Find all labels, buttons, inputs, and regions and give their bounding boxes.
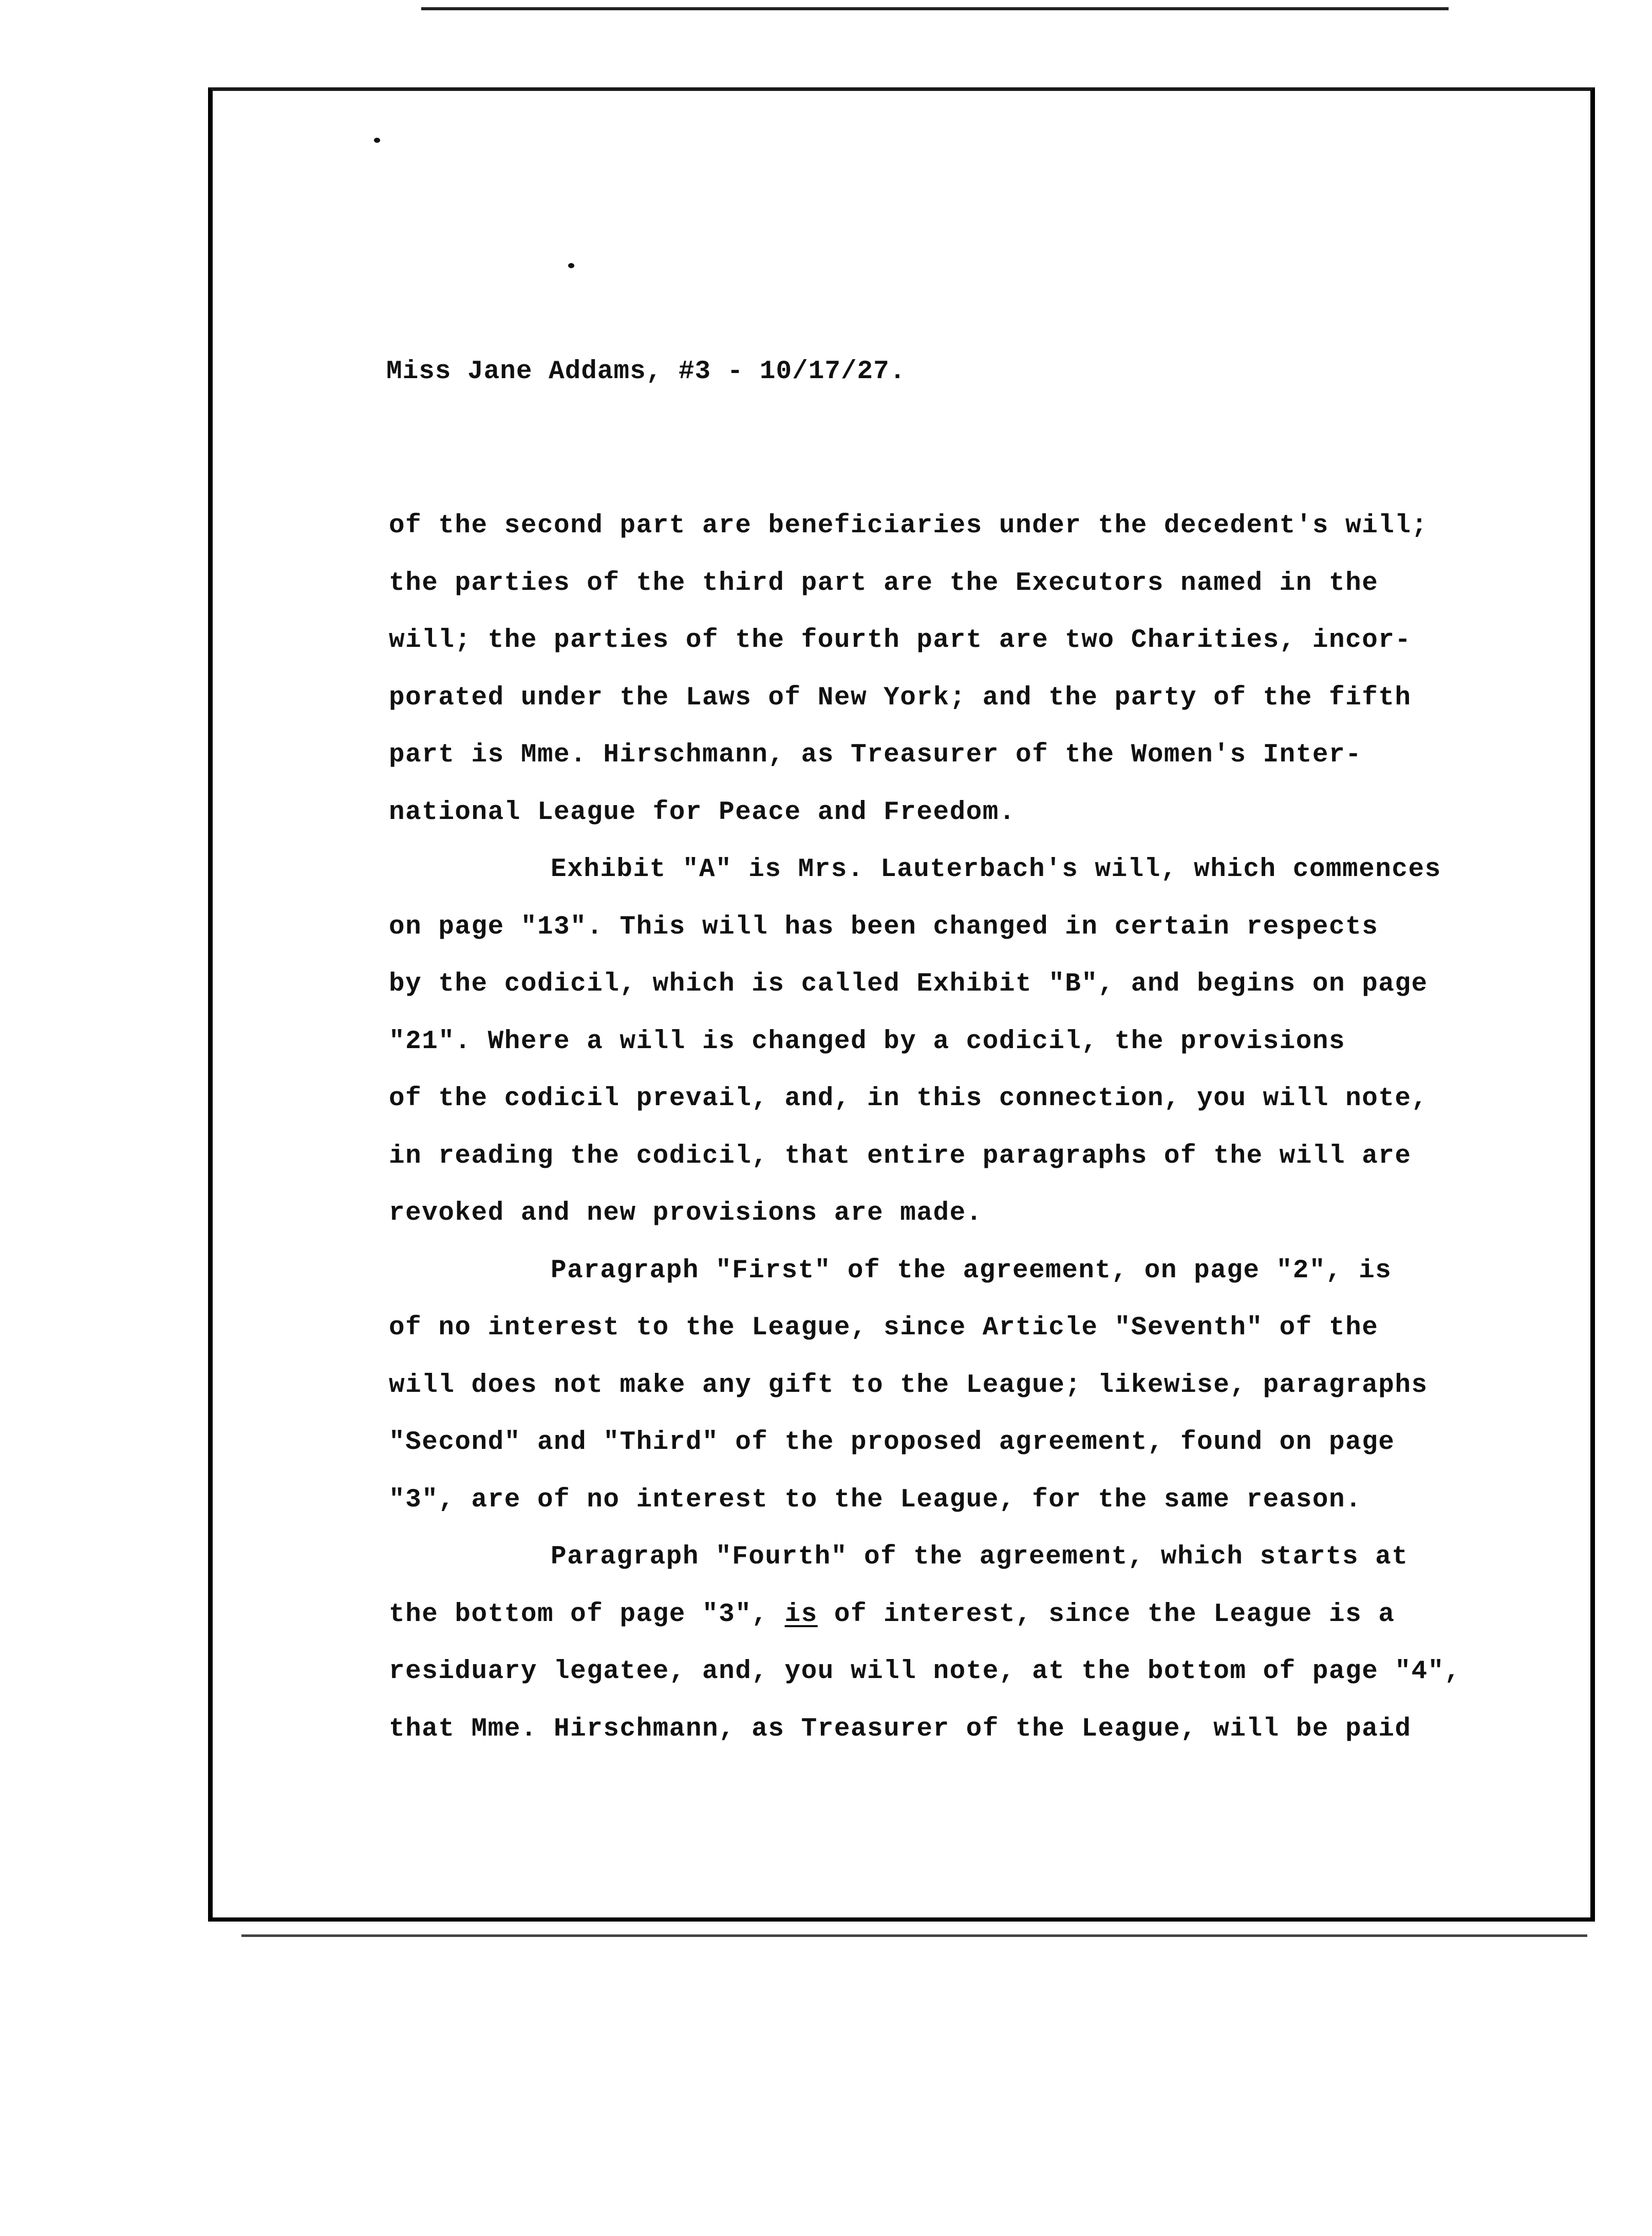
text-line: in reading the codicil, that entire paragraphs of the will are xyxy=(389,1141,1412,1171)
text-segment: the bottom of page "3", xyxy=(389,1599,785,1629)
text-line: porated under the Laws of New York; and the party of the fifth xyxy=(389,683,1412,713)
text-line-with-underline xyxy=(389,1586,1540,1644)
text-line-paragraph-start: Exhibit "A" is Mrs. Lauterbach's will, which commences xyxy=(551,855,1441,884)
ink-speck xyxy=(374,138,380,143)
underlined-word: is xyxy=(784,1599,818,1629)
text-line-paragraph-start: Paragraph "Fourth" of the agreement, which starts at xyxy=(551,1542,1409,1572)
text-line: on page "13". This will has been changed in certain respects xyxy=(389,912,1379,942)
scan-edge-bottom xyxy=(241,1934,1587,1937)
text-line: that Mme. Hirschmann, as Treasurer of the League, will be paid xyxy=(389,1714,1412,1744)
letter-body xyxy=(389,497,1540,1758)
text-line: will; the parties of the fourth part are two Charities, incor- xyxy=(389,626,1412,655)
text-line: of the second part are beneficiaries under the decedent's will; xyxy=(389,511,1428,541)
text-line: of no interest to the League, since Article "Seventh" of the xyxy=(389,1313,1379,1343)
text-line: "3", are of no interest to the League, for the same reason. xyxy=(389,1485,1362,1515)
text-line: part is Mme. Hirschmann, as Treasurer of the Women's Inter- xyxy=(389,740,1362,770)
text-line: revoked and new provisions are made. xyxy=(389,1199,983,1228)
text-line: residuary legatee, and, you will note, at the bottom of page "4", xyxy=(389,1657,1461,1686)
text-line: by the codicil, which is called Exhibit "B", and begins on page xyxy=(389,970,1428,999)
letter-heading: Miss Jane Addams, #3 - 10/17/27. xyxy=(386,357,906,386)
text-line: of the codicil prevail, and, in this connection, you will note, xyxy=(389,1084,1428,1113)
text-segment: of interest, since the League is a xyxy=(817,1599,1395,1629)
text-line: "Second" and "Third" of the proposed agreement, found on page xyxy=(389,1428,1395,1457)
text-line: will does not make any gift to the League; likewise, paragraphs xyxy=(389,1370,1428,1400)
text-line-paragraph-start: Paragraph "First" of the agreement, on page "2", is xyxy=(551,1256,1392,1285)
ink-speck xyxy=(568,263,574,268)
text-line: the parties of the third part are the Executors named in the xyxy=(389,568,1379,598)
text-line: national League for Peace and Freedom. xyxy=(389,797,1016,827)
scan-edge-top xyxy=(421,7,1449,10)
text-line: "21". Where a will is changed by a codicil, the provisions xyxy=(389,1027,1346,1056)
